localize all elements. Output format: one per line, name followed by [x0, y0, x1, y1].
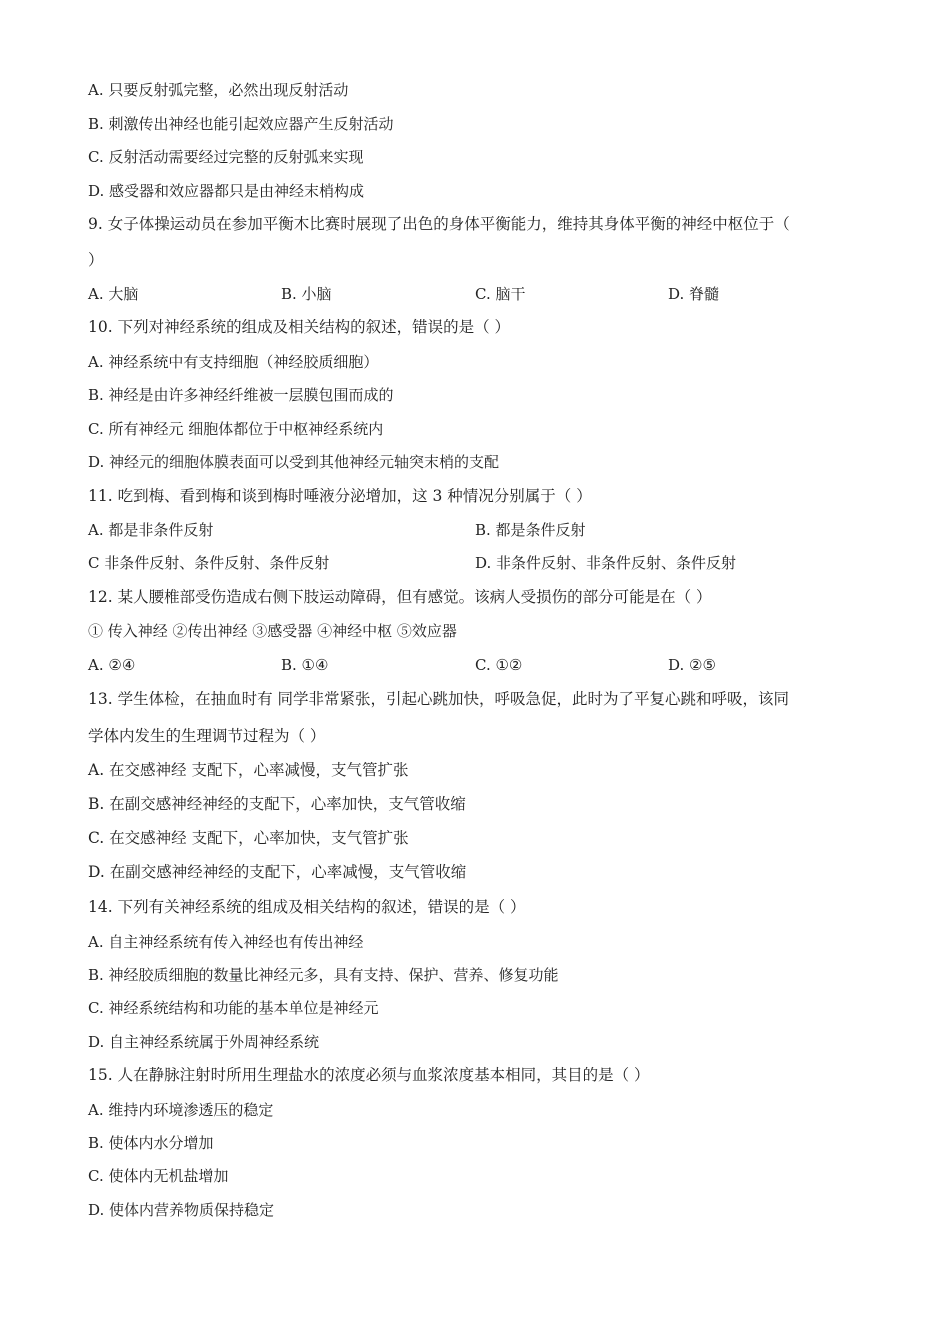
q14-option-d: D. 自主神经系统属于外周神经系统	[88, 1033, 320, 1051]
q9-option-c: C. 脑干	[475, 285, 526, 303]
q8-option-d: D. 感受器和效应器都只是由神经末梢构成	[88, 182, 365, 200]
q15-option-c: C. 使体内无机盐增加	[88, 1167, 229, 1185]
q10-option-d: D. 神经元的细胞体膜表面可以受到其他神经元轴突末梢的支配	[88, 453, 500, 471]
q8-option-c: C. 反射活动需要经过完整的反射弧来实现	[88, 148, 364, 166]
q13-option-c: C. 在交感神经 支配下，心率加快，支气管扩张	[88, 829, 409, 847]
q13-stem-line2: 学体内发生的生理调节过程为（ ）	[88, 727, 326, 745]
q10-option-b: B. 神经是由许多神经纤维被一层膜包围而成的	[88, 386, 394, 404]
q12-option-d: D. ②⑤	[668, 656, 716, 674]
q8-option-b: B. 刺激传出神经也能引起效应器产生反射活动	[88, 115, 394, 133]
q12-option-c: C. ①②	[475, 656, 523, 674]
q9-stem-line2: ）	[88, 251, 104, 269]
q9-option-b: B. 小脑	[281, 285, 332, 303]
q14-stem: 14. 下列有关神经系统的组成及相关结构的叙述，错误的是（ ）	[88, 898, 526, 916]
q14-option-c: C. 神经系统结构和功能的基本单位是神经元	[88, 999, 379, 1017]
q9-option-a: A. 大脑	[88, 285, 139, 303]
q11-option-b: B. 都是条件反射	[475, 521, 586, 539]
q11-stem: 11. 吃到梅、看到梅和谈到梅时唾液分泌增加，这 3 种情况分别属于（ ）	[88, 487, 592, 505]
q12-items: ① 传入神经 ②传出神经 ③感受器 ④神经中枢 ⑤效应器	[88, 622, 457, 640]
q14-option-b: B. 神经胶质细胞的数量比神经元多，具有支持、保护、营养、修复功能	[88, 966, 559, 984]
q8-option-a: A. 只要反射弧完整，必然出现反射活动	[88, 81, 349, 99]
q11-option-a: A. 都是非条件反射	[88, 521, 214, 539]
q10-stem: 10. 下列对神经系统的组成及相关结构的叙述，错误的是（ ）	[88, 318, 511, 336]
q13-option-b: B. 在副交感神经神经的支配下，心率加快，支气管收缩	[88, 795, 466, 813]
q13-option-a: A. 在交感神经 支配下，心率减慢，支气管扩张	[88, 761, 409, 779]
q9-stem-line1: 9. 女子体操运动员在参加平衡木比赛时展现了出色的身体平衡能力，维持其身体平衡的神经中枢位于（	[88, 215, 790, 233]
q14-option-a: A. 自主神经系统有传入神经也有传出神经	[88, 933, 364, 951]
q12-stem: 12. 某人腰椎部受伤造成右侧下肢运动障碍，但有感觉。该病人受损伤的部分可能是在（ ）	[88, 588, 712, 606]
q15-stem: 15. 人在静脉注射时所用生理盐水的浓度必须与血浆浓度基本相同，其目的是（ ）	[88, 1066, 650, 1084]
q15-option-a: A. 维持内环境渗透压的稳定	[88, 1101, 274, 1119]
q12-option-b: B. ①④	[281, 656, 329, 674]
q13-stem-line1: 13. 学生体检，在抽血时有 同学非常紧张，引起心跳加快，呼吸急促，此时为了平复心跳和呼吸，该同	[88, 690, 790, 708]
q15-option-b: B. 使体内水分增加	[88, 1134, 214, 1152]
q11-option-d: D. 非条件反射、非条件反射、条件反射	[475, 554, 737, 572]
q11-option-c: C 非条件反射、条件反射、条件反射	[88, 554, 330, 572]
q15-option-d: D. 使体内营养物质保持稳定	[88, 1201, 275, 1219]
q12-option-a: A. ②④	[88, 656, 136, 674]
q10-option-c: C. 所有神经元 细胞体都位于中枢神经系统内	[88, 420, 384, 438]
q9-option-d: D. 脊髓	[668, 285, 720, 303]
q10-option-a: A. 神经系统中有支持细胞（神经胶质细胞）	[88, 353, 379, 371]
q13-option-d: D. 在副交感神经神经的支配下，心率减慢，支气管收缩	[88, 863, 467, 881]
